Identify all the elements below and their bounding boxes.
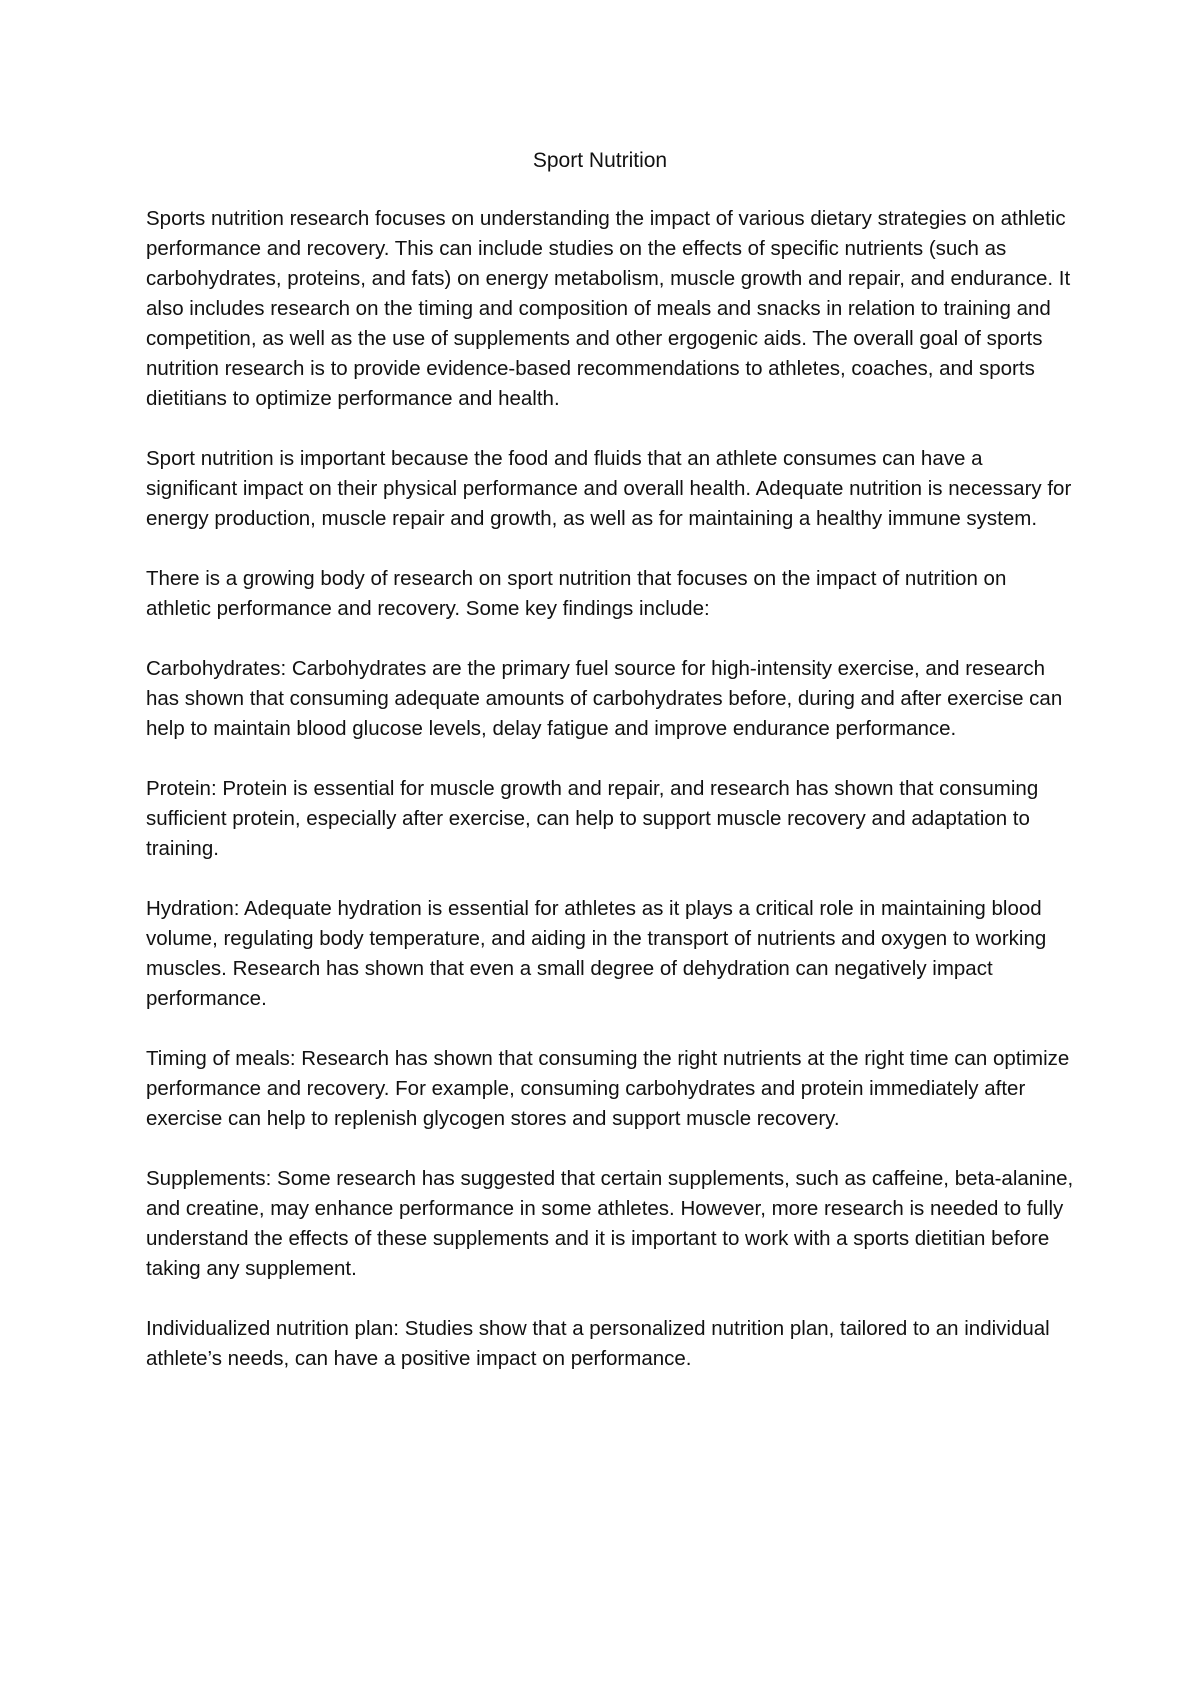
document-body (146, 204, 1076, 1404)
paragraph-carbohydrates: Carbohydrates: Carbohydrates are the primary fuel source for high-intensity exercise, and research has shown that consuming adequate amounts of carbohydrates before, during and after exercise can help to maintain blood glucose levels, delay fatigue and improve endurance performance. (146, 657, 1063, 740)
paragraph-importance: Sport nutrition is important because the food and fluids that an athlete consumes can have a significant impact on their physical performance and overall health. Adequate nutrition is necessary for energy production, muscle repair and growth, as well as for maintaining a healthy immune system. (146, 447, 1072, 530)
document-title: Sport Nutrition (532, 149, 668, 172)
paragraph-supplements: Supplements: Some research has suggested that certain supplements, such as caffeine, beta-alanine, and creatine, may enhance performance in some athletes. However, more research is needed to fully understand the effects of these supplements and it is important to work with a sports dietitian before taking any supplement. (146, 1167, 1074, 1280)
paragraph-research-overview: There is a growing body of research on sport nutrition that focuses on the impact of nutrition on athletic performance and recovery. Some key findings include: (146, 567, 1007, 620)
paragraph-individualized-plan: Individualized nutrition plan: Studies show that a personalized nutrition plan, tailored to an individual athlete’s needs, can have a positive impact on performance. (146, 1317, 1050, 1370)
paragraph-timing-of-meals: Timing of meals: Research has shown that consuming the right nutrients at the right time can optimize performance and recovery. For example, consuming carbohydrates and protein immediately after exercise can help to replenish glycogen stores and support muscle recovery. (146, 1047, 1070, 1130)
paragraph-intro: Sports nutrition research focuses on understanding the impact of various dietary strategies on athletic performance and recovery. This can include studies on the effects of specific nutrients (such as carbohydrates, proteins, and fats) on energy metabolism, muscle growth and repair, and endurance. It also includes research on the timing and composition of meals and snacks in relation to training and competition, as well as the use of supplements and other ergogenic aids. The overall goal of sports nutrition research is to provide evidence-based recommendations to athletes, coaches, and sports dietitians to optimize performance and health. (146, 207, 1071, 410)
paragraph-protein: Protein: Protein is essential for muscle growth and repair, and research has shown that consuming sufficient protein, especially after exercise, can help to support muscle recovery and adaptation to training. (146, 777, 1039, 860)
paragraph-hydration: Hydration: Adequate hydration is essential for athletes as it plays a critical role in maintaining blood volume, regulating body temperature, and aiding in the transport of nutrients and oxygen to working muscles. Research has shown that even a small degree of dehydration can negatively impact performance. (146, 897, 1047, 1010)
